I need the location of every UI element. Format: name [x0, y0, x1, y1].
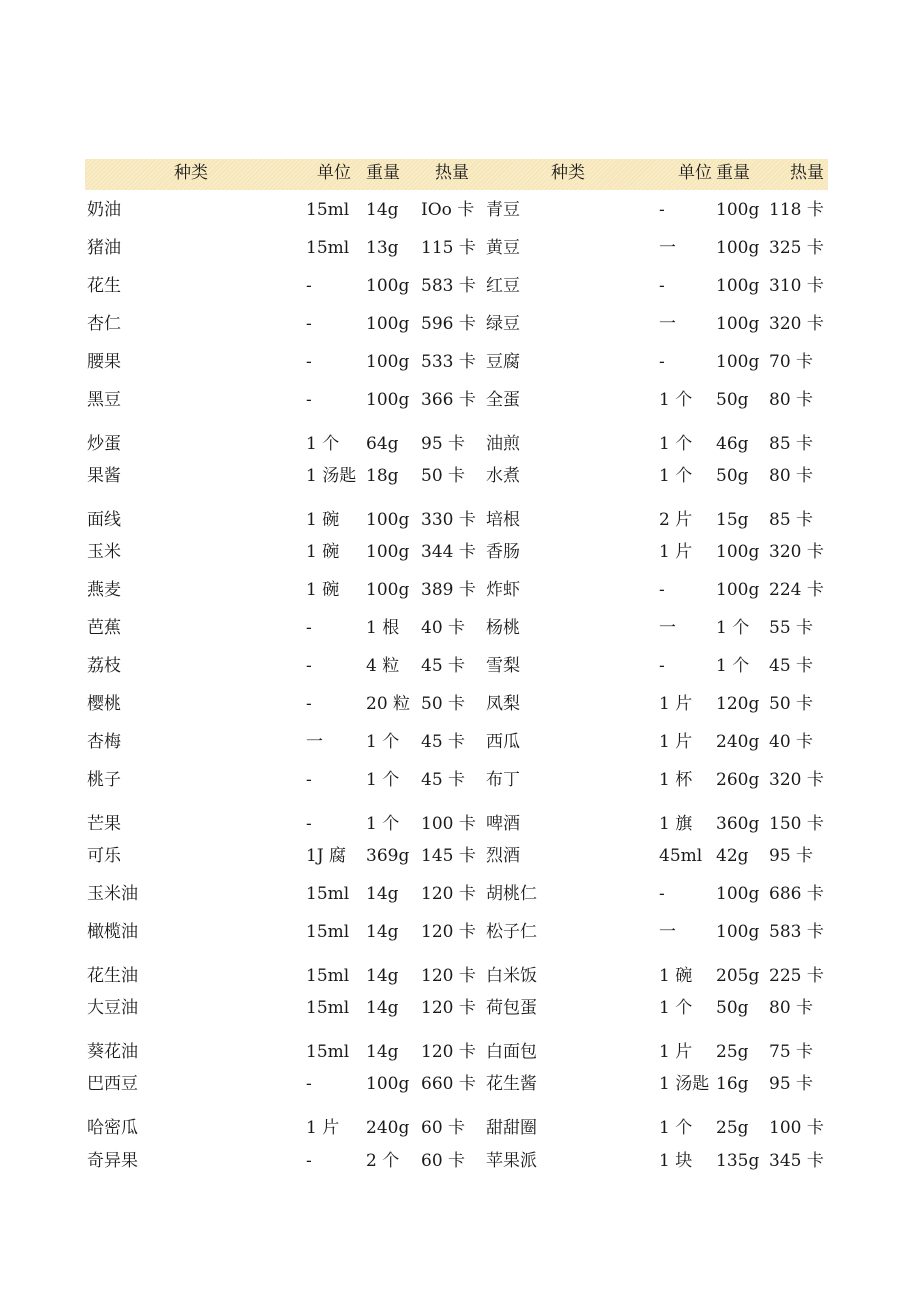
cell-category-left: 巴西豆	[87, 1074, 138, 1094]
cell-calories-right: 224 卡	[769, 580, 824, 600]
cell-category-left: 玉米	[87, 542, 121, 562]
table-row	[0, 1116, 920, 1142]
cell-unit-right: 1 片	[659, 1042, 693, 1062]
header-unit-right: 单位	[678, 163, 712, 183]
cell-unit-left: -	[306, 656, 312, 676]
cell-category-right: 啤酒	[486, 814, 520, 834]
cell-calories-left: 45 卡	[421, 770, 466, 790]
cell-unit-left: 1 碗	[306, 580, 340, 600]
cell-weight-left: 64g	[366, 434, 399, 454]
cell-calories-right: 80 卡	[769, 466, 814, 486]
cell-category-left: 奶油	[87, 200, 121, 220]
cell-calories-left: 120 卡	[421, 966, 476, 986]
cell-weight-left: 1 个	[366, 770, 400, 790]
table-row	[0, 996, 920, 1022]
cell-category-left: 樱桃	[87, 694, 121, 714]
cell-weight-right: 100g	[716, 580, 760, 600]
cell-category-left: 芭蕉	[87, 618, 121, 638]
cell-category-right: 花生酱	[486, 1074, 537, 1094]
cell-weight-right: 50g	[716, 390, 749, 410]
cell-weight-right: 260g	[716, 770, 760, 790]
cell-calories-right: 225 卡	[769, 966, 824, 986]
cell-weight-left: 100g	[366, 510, 410, 530]
cell-weight-right: 240g	[716, 732, 760, 752]
cell-unit-left: -	[306, 1151, 312, 1171]
cell-unit-right: 1 个	[659, 1118, 693, 1138]
cell-calories-right: 40 卡	[769, 732, 814, 752]
cell-weight-left: 100g	[366, 276, 410, 296]
cell-unit-right: 1 块	[659, 1151, 693, 1171]
header-unit-left: 单位	[317, 163, 351, 183]
cell-unit-right: 1 个	[659, 998, 693, 1018]
cell-category-left: 大豆油	[87, 998, 138, 1018]
cell-category-left: 猪油	[87, 238, 121, 258]
table-row	[0, 730, 920, 756]
table-row	[0, 508, 920, 534]
cell-unit-right: -	[659, 884, 665, 904]
table-row	[0, 1149, 920, 1175]
cell-weight-left: 14g	[366, 1042, 399, 1062]
cell-calories-left: 145 卡	[421, 846, 476, 866]
cell-calories-right: 118 卡	[769, 200, 824, 220]
table-row	[0, 812, 920, 838]
cell-calories-left: 583 卡	[421, 276, 476, 296]
cell-unit-left: 1 汤匙	[306, 466, 357, 486]
table-row	[0, 464, 920, 490]
cell-weight-right: 1 个	[716, 656, 750, 676]
cell-calories-left: 344 卡	[421, 542, 476, 562]
header-category-right: 种类	[551, 163, 585, 183]
cell-unit-left: 15ml	[306, 966, 350, 986]
cell-weight-right: 100g	[716, 352, 760, 372]
cell-unit-right: 1 杯	[659, 770, 693, 790]
cell-unit-left: 15ml	[306, 200, 350, 220]
cell-category-left: 面线	[87, 510, 121, 530]
cell-weight-right: 100g	[716, 238, 760, 258]
cell-calories-left: 389 卡	[421, 580, 476, 600]
table-row	[0, 1072, 920, 1098]
cell-unit-right: 一	[659, 618, 676, 638]
cell-unit-right: 一	[659, 922, 676, 942]
cell-category-right: 烈酒	[486, 846, 520, 866]
cell-unit-right: 45ml	[659, 846, 703, 866]
cell-weight-right: 16g	[716, 1074, 749, 1094]
cell-weight-left: 4 粒	[366, 656, 400, 676]
cell-calories-left: 60 卡	[421, 1118, 466, 1138]
cell-unit-right: 1 汤匙	[659, 1074, 710, 1094]
cell-category-left: 花生油	[87, 966, 138, 986]
cell-category-right: 绿豆	[486, 314, 520, 334]
cell-category-left: 葵花油	[87, 1042, 138, 1062]
cell-weight-right: 25g	[716, 1118, 749, 1138]
cell-weight-left: 100g	[366, 542, 410, 562]
cell-calories-left: 60 卡	[421, 1151, 466, 1171]
cell-category-left: 荔枝	[87, 656, 121, 676]
cell-category-right: 杨桃	[486, 618, 520, 638]
cell-category-right: 凤梨	[486, 694, 520, 714]
cell-calories-right: 320 卡	[769, 542, 824, 562]
cell-category-right: 油煎	[486, 434, 520, 454]
cell-category-right: 西瓜	[486, 732, 520, 752]
cell-weight-left: 14g	[366, 884, 399, 904]
cell-category-right: 苹果派	[486, 1151, 537, 1171]
cell-unit-left: 1 片	[306, 1118, 340, 1138]
header-weight-right: 重量	[716, 163, 750, 183]
cell-calories-right: 55 卡	[769, 618, 814, 638]
cell-category-right: 黄豆	[486, 238, 520, 258]
cell-weight-right: 15g	[716, 510, 749, 530]
table-row	[0, 882, 920, 908]
cell-weight-right: 1 个	[716, 618, 750, 638]
cell-unit-right: 1 片	[659, 732, 693, 752]
cell-calories-right: 320 卡	[769, 770, 824, 790]
cell-weight-right: 100g	[716, 884, 760, 904]
cell-unit-left: -	[306, 770, 312, 790]
cell-category-left: 可乐	[87, 846, 121, 866]
cell-category-left: 花生	[87, 276, 121, 296]
cell-calories-right: 75 卡	[769, 1042, 814, 1062]
cell-category-left: 燕麦	[87, 580, 121, 600]
cell-weight-left: 14g	[366, 998, 399, 1018]
cell-category-right: 豆腐	[486, 352, 520, 372]
cell-unit-left: 15ml	[306, 998, 350, 1018]
table-row	[0, 312, 920, 338]
cell-calories-right: 150 卡	[769, 814, 824, 834]
header-calories-left: 热量	[435, 163, 469, 183]
cell-calories-right: 85 卡	[769, 510, 814, 530]
cell-calories-right: 100 卡	[769, 1118, 824, 1138]
table-row	[0, 388, 920, 414]
cell-calories-right: 45 卡	[769, 656, 814, 676]
cell-category-left: 炒蛋	[87, 434, 121, 454]
cell-weight-right: 100g	[716, 276, 760, 296]
cell-category-right: 青豆	[486, 200, 520, 220]
cell-calories-right: 583 卡	[769, 922, 824, 942]
cell-unit-right: -	[659, 580, 665, 600]
cell-unit-right: 一	[659, 238, 676, 258]
cell-calories-left: 100 卡	[421, 814, 476, 834]
cell-unit-left: -	[306, 618, 312, 638]
cell-category-left: 桃子	[87, 770, 121, 790]
cell-weight-right: 25g	[716, 1042, 749, 1062]
cell-category-right: 布丁	[486, 770, 520, 790]
cell-weight-left: 1 根	[366, 618, 400, 638]
cell-calories-right: 80 卡	[769, 998, 814, 1018]
cell-unit-right: -	[659, 200, 665, 220]
cell-weight-left: 369g	[366, 846, 410, 866]
cell-unit-left: -	[306, 314, 312, 334]
cell-unit-right: 1 片	[659, 542, 693, 562]
header-calories-right: 热量	[790, 163, 824, 183]
cell-category-left: 橄榄油	[87, 922, 138, 942]
cell-calories-right: 320 卡	[769, 314, 824, 334]
cell-weight-left: 2 个	[366, 1151, 400, 1171]
cell-weight-left: 13g	[366, 238, 399, 258]
cell-category-right: 红豆	[486, 276, 520, 296]
table-row	[0, 540, 920, 566]
cell-unit-left: -	[306, 1074, 312, 1094]
cell-weight-right: 120g	[716, 694, 760, 714]
cell-category-left: 杏仁	[87, 314, 121, 334]
cell-weight-left: 1 个	[366, 814, 400, 834]
cell-weight-left: 100g	[366, 1074, 410, 1094]
cell-unit-right: 1 旗	[659, 814, 693, 834]
cell-weight-left: 14g	[366, 966, 399, 986]
cell-weight-right: 100g	[716, 200, 760, 220]
cell-weight-right: 205g	[716, 966, 760, 986]
cell-unit-left: 1 个	[306, 434, 340, 454]
cell-calories-left: 120 卡	[421, 922, 476, 942]
cell-unit-left: -	[306, 390, 312, 410]
cell-weight-right: 42g	[716, 846, 749, 866]
cell-unit-right: 1 碗	[659, 966, 693, 986]
cell-unit-left: -	[306, 276, 312, 296]
cell-calories-left: 50 卡	[421, 694, 466, 714]
cell-category-left: 果酱	[87, 466, 121, 486]
cell-calories-right: 345 卡	[769, 1151, 824, 1171]
cell-weight-left: 100g	[366, 314, 410, 334]
cell-unit-left: -	[306, 352, 312, 372]
cell-unit-left: -	[306, 814, 312, 834]
cell-category-right: 炸虾	[486, 580, 520, 600]
cell-unit-right: -	[659, 352, 665, 372]
cell-calories-right: 95 卡	[769, 846, 814, 866]
cell-calories-right: 686 卡	[769, 884, 824, 904]
cell-category-left: 哈密瓜	[87, 1118, 138, 1138]
cell-calories-right: 325 卡	[769, 238, 824, 258]
cell-weight-left: 20 粒	[366, 694, 411, 714]
table-row	[0, 964, 920, 990]
cell-unit-left: -	[306, 694, 312, 714]
cell-category-right: 胡桃仁	[486, 884, 537, 904]
cell-calories-left: 660 卡	[421, 1074, 476, 1094]
cell-weight-right: 46g	[716, 434, 749, 454]
cell-calories-left: 40 卡	[421, 618, 466, 638]
cell-weight-right: 50g	[716, 998, 749, 1018]
cell-calories-left: 50 卡	[421, 466, 466, 486]
cell-unit-left: 1J 腐	[306, 846, 347, 866]
cell-category-right: 白米饭	[486, 966, 537, 986]
cell-calories-left: 95 卡	[421, 434, 466, 454]
table-row	[0, 1040, 920, 1066]
cell-category-right: 全蛋	[486, 390, 520, 410]
cell-weight-left: 100g	[366, 352, 410, 372]
cell-weight-left: 240g	[366, 1118, 410, 1138]
cell-category-left: 腰果	[87, 352, 121, 372]
cell-category-right: 白面包	[486, 1042, 537, 1062]
cell-calories-left: 533 卡	[421, 352, 476, 372]
header-weight-left: 重量	[366, 163, 400, 183]
cell-unit-right: 1 个	[659, 466, 693, 486]
cell-category-left: 奇异果	[87, 1151, 138, 1171]
table-row	[0, 350, 920, 376]
cell-category-left: 杏梅	[87, 732, 121, 752]
table-row	[0, 692, 920, 718]
cell-category-left: 芒果	[87, 814, 121, 834]
cell-calories-left: 115 卡	[421, 238, 476, 258]
cell-calories-left: 120 卡	[421, 998, 476, 1018]
cell-unit-right: 2 片	[659, 510, 693, 530]
cell-unit-left: 15ml	[306, 884, 350, 904]
cell-calories-right: 70 卡	[769, 352, 814, 372]
cell-category-right: 荷包蛋	[486, 998, 537, 1018]
table-row	[0, 198, 920, 224]
cell-unit-left: 15ml	[306, 238, 350, 258]
cell-unit-right: 1 个	[659, 390, 693, 410]
cell-calories-right: 85 卡	[769, 434, 814, 454]
cell-category-right: 雪梨	[486, 656, 520, 676]
table-row	[0, 654, 920, 680]
cell-calories-right: 80 卡	[769, 390, 814, 410]
cell-unit-right: -	[659, 656, 665, 676]
table-row	[0, 920, 920, 946]
cell-calories-left: IOo 卡	[421, 200, 475, 220]
cell-unit-left: 1 碗	[306, 510, 340, 530]
table-row	[0, 432, 920, 458]
cell-calories-left: 120 卡	[421, 884, 476, 904]
cell-weight-right: 360g	[716, 814, 760, 834]
cell-unit-right: 一	[659, 314, 676, 334]
cell-weight-right: 100g	[716, 922, 760, 942]
cell-weight-left: 14g	[366, 200, 399, 220]
cell-calories-left: 366 卡	[421, 390, 476, 410]
cell-category-right: 甜甜圈	[486, 1118, 537, 1138]
cell-calories-left: 596 卡	[421, 314, 476, 334]
cell-category-right: 培根	[486, 510, 520, 530]
cell-calories-left: 45 卡	[421, 732, 466, 752]
table-row	[0, 274, 920, 300]
cell-category-right: 松子仁	[486, 922, 537, 942]
cell-calories-left: 120 卡	[421, 1042, 476, 1062]
table-row	[0, 768, 920, 794]
cell-weight-right: 135g	[716, 1151, 760, 1171]
cell-unit-left: 一	[306, 732, 323, 752]
cell-weight-left: 14g	[366, 922, 399, 942]
cell-unit-left: 15ml	[306, 1042, 350, 1062]
cell-calories-right: 310 卡	[769, 276, 824, 296]
cell-unit-left: 1 碗	[306, 542, 340, 562]
cell-weight-left: 100g	[366, 580, 410, 600]
cell-category-left: 黑豆	[87, 390, 121, 410]
cell-unit-right: 1 个	[659, 434, 693, 454]
cell-calories-left: 330 卡	[421, 510, 476, 530]
cell-category-left: 玉米油	[87, 884, 138, 904]
cell-weight-right: 100g	[716, 542, 760, 562]
cell-weight-left: 18g	[366, 466, 399, 486]
cell-weight-right: 50g	[716, 466, 749, 486]
table-row	[0, 616, 920, 642]
cell-weight-left: 1 个	[366, 732, 400, 752]
cell-unit-right: 1 片	[659, 694, 693, 714]
cell-unit-right: -	[659, 276, 665, 296]
cell-weight-left: 100g	[366, 390, 410, 410]
cell-calories-left: 45 卡	[421, 656, 466, 676]
cell-category-right: 香肠	[486, 542, 520, 562]
table-row	[0, 236, 920, 262]
cell-weight-right: 100g	[716, 314, 760, 334]
cell-unit-left: 15ml	[306, 922, 350, 942]
cell-calories-right: 50 卡	[769, 694, 814, 714]
table-row	[0, 844, 920, 870]
table-row	[0, 578, 920, 604]
cell-calories-right: 95 卡	[769, 1074, 814, 1094]
header-category-left: 种类	[174, 163, 208, 183]
cell-category-right: 水煮	[486, 466, 520, 486]
